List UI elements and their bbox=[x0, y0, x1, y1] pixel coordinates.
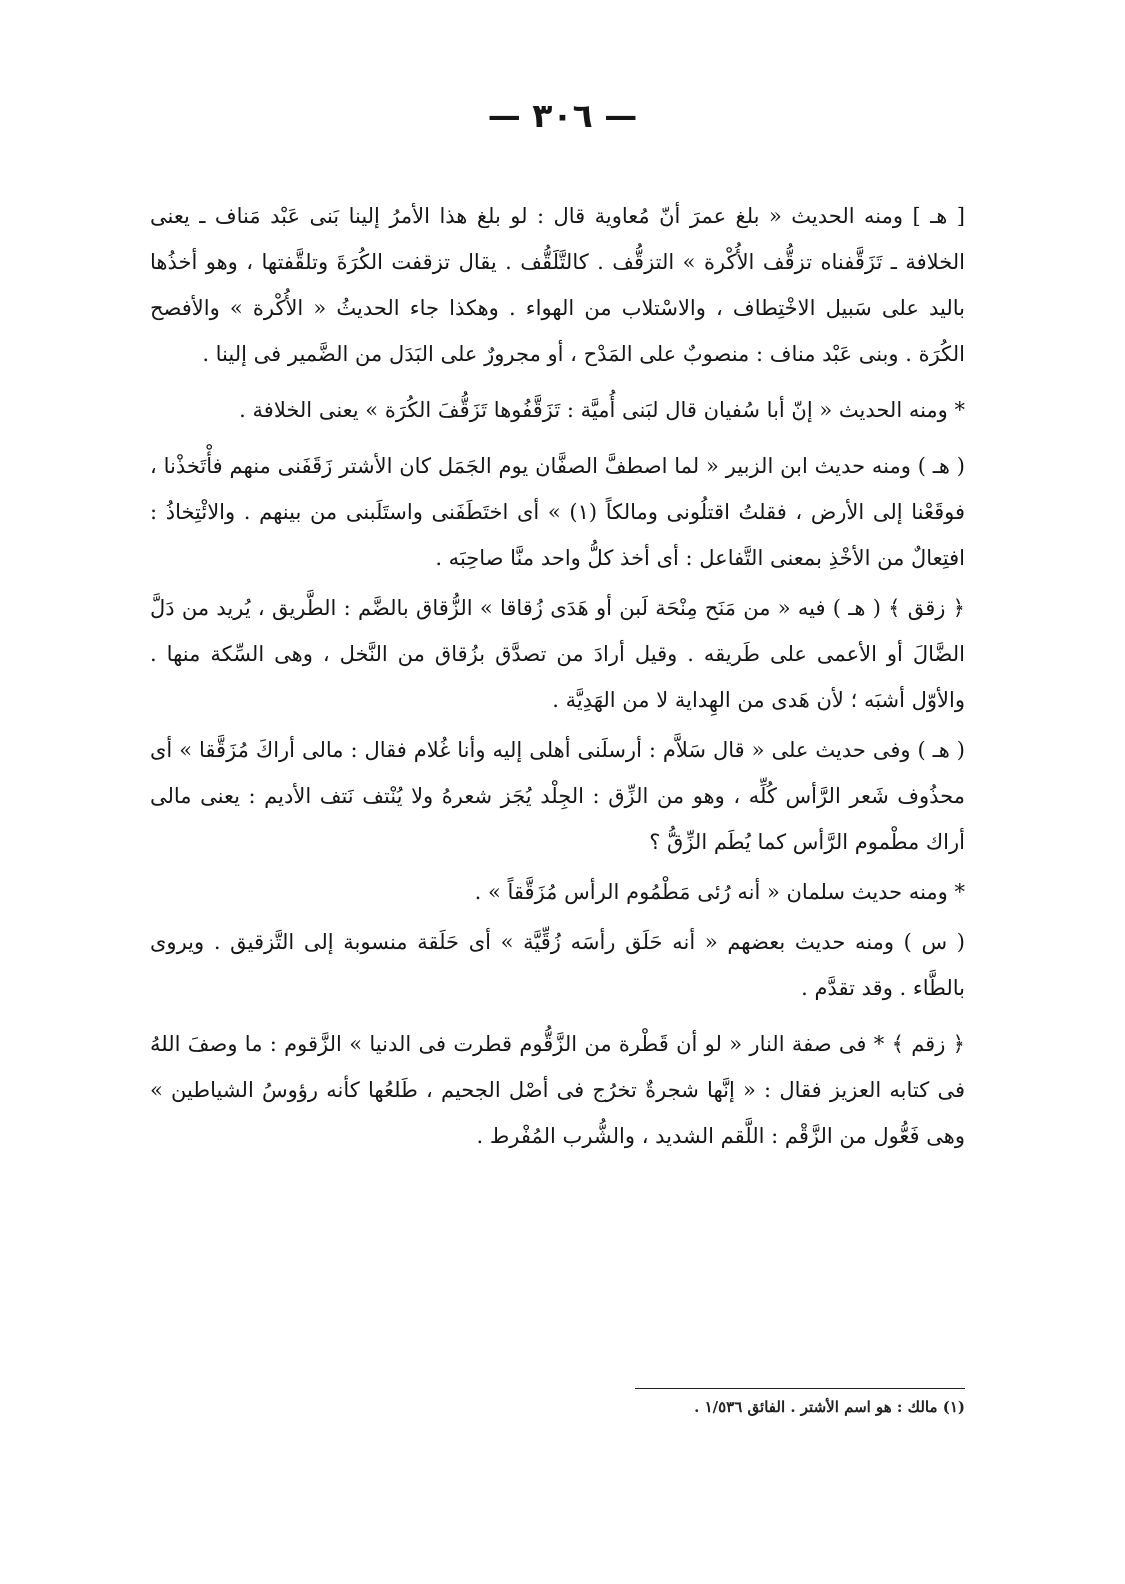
paragraph-zaqaq-entry: ﴿ زقق ﴾ ( هـ ) فيه « من مَنَح مِنْحَة لَبن أو هَدَى زُقاقا » الزُّقاق بالضَّم : الطَّريق ، يُريد من دَلَّ الضَّالَ أو الأعمى على طَريقه . وقيل أرادَ من تصدَّق بزُقاق من النَّخل ، وهى السِّكة منها . والأوّل أشبَه ؛ لأن هَدى من الهِداية لا من الهَدِيَّة . bbox=[150, 596, 965, 712]
paragraph-zaqf-muawiya: [ هـ ] ومنه الحديث « بلغ عمرَ أنّ مُعاوية قال : لو بلغ هذا الأمرُ إلينا بَنى عَبْد مَناف ـ يعنى الخلافة ـ تَزَقَّفناه تزقُّف الأُكْرة » التزقُّف . كالتَّلَقُّف . يقال تزقفت الكُرَةَ وتلقَّفتها ، وهو أخذُها باليد على سَبيل الاخْتِطاف ، والاسْتلاب من الهواء . وهكذا جاء الحديثُ « الأُكْرة » والأفصح الكُرَة . وبنى عَبْد مناف : منصوبٌ على المَدْح ، أو مجرورٌ على البَدَل من الضَّمير فى إلينا . bbox=[150, 204, 965, 366]
text-body bbox=[150, 193, 965, 1163]
paragraph-zuqqiyya: ( س ) ومنه حديث بعضهم « أنه حَلَق رأسَه زُقِّيَّة » أى حَلَقة منسوبة إلى التَّزقيق . ويروى بالطَّاء . وقد تقدَّم . bbox=[150, 930, 965, 1000]
paragraph-zaqqum-entry: ﴿ زقم ﴾ * فى صفة النار « لو أن قَطْرة من الزَّقُّوم قطرت فى الدنيا » الزَّقوم : ما وصفَ اللهُ فى كتابه العزيز فقال : « إنَّها شجرةٌ تخرُج فى أصْل الجحيم ، طَلعُها كأنه رؤوسُ الشياطين » وهى فَعُّول من الزَّقْم : اللَّقم الشديد ، والشُّرب المُفْرط . bbox=[150, 1032, 965, 1148]
paragraph-ibn-zubayr: ( هـ ) ومنه حديث ابن الزبير « لما اصطفَّ الصفَّان يوم الجَمَل كان الأشتر زَقَفَنى منهم فأْتَخذْنا ، فوقَعْنا إلى الأرض ، فقلتُ اقتلُونى ومالكاً (١) » أى اختَطَفَنى واستَلَبنى من بينهم . والائْتِخاذُ : افتِعالٌ من الأخْذِ بمعنى التَّفاعل : أى أخذ كلُّ واحد منَّا صاحِبَه . bbox=[150, 454, 965, 570]
paragraph-ali-hadith: ( هـ ) وفى حديث على « قال سَلاَّم : أرسلَنى أهلى إليه وأنا غُلام فقال : مالى أراكَ مُزَقَّقا » أى محذُوف شَعر الرَّأس كُلِّه ، وهو من الزِّق : الجِلْد يُجَز شعرهُ ولا يُنْتف نَتف الأديم : يعنى مالى أراك مطْموم الرَّأس كما يُطَم الزِّقُّ ؟ bbox=[150, 738, 965, 854]
footnote: (١) مالك : هو اسم الأشتر . الفائق ١/٥٣٦ . bbox=[694, 1398, 965, 1416]
footnote-divider bbox=[635, 1388, 965, 1389]
page-number: — ٣٠٦ — bbox=[487, 96, 638, 135]
paragraph-abu-sufyan: * ومنه الحديث « إنّ أبا سُفيان قال لبَنى أُميَّة : تَزَقَّفُوها تَزَقُّفَ الكُرَة » يعنى الخلافة . bbox=[239, 398, 965, 422]
paragraph-salman-hadith: * ومنه حديث سلمان « أنه رُئى مَطْمُوم الرأس مُزَقَّقاً » . bbox=[474, 880, 965, 904]
